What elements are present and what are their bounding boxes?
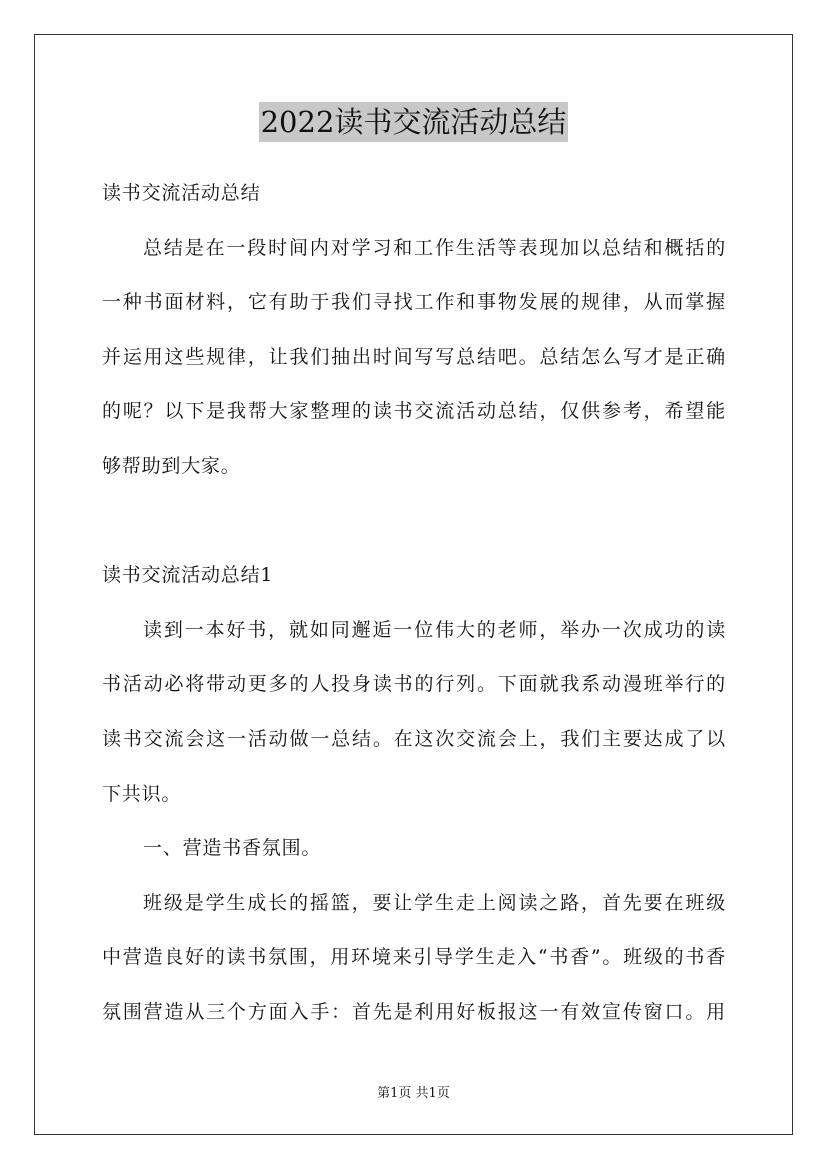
point-heading: 一、营造书香氛围。 — [143, 837, 322, 860]
intro-line: 并运用这些规律，让我们抽出时间写写总结吧。总结怎么写才是正确 — [102, 345, 726, 368]
title-container — [0, 102, 827, 142]
intro-line: 总结是在一段时间内对学习和工作生活等表现加以总结和概括的 — [143, 236, 726, 259]
blank-line — [102, 494, 726, 549]
point-line: 班级是学生成长的摇篮，要让学生走上阅读之路，首先要在班级 — [143, 891, 726, 914]
page-footer: 第1页 共1页 — [377, 1086, 450, 1101]
intro-line: 一种书面材料，它有助于我们寻找工作和事物发展的规律，从而掌握 — [102, 291, 726, 314]
document-body — [102, 166, 726, 1040]
section-line: 读书交流会这一活动做一总结。在这次交流会上，我们主要达成了以 — [102, 727, 726, 750]
section-heading: 读书交流活动总结1 — [102, 564, 274, 587]
document-subtitle: 读书交流活动总结 — [102, 182, 261, 204]
intro-line: 够帮助到大家。 — [102, 454, 241, 477]
section-line: 书活动必将带动更多的人投身读书的行列。下面就我系动漫班举行的 — [102, 673, 726, 696]
section-line: 下共识。 — [102, 782, 182, 805]
point-line: 氛围营造从三个方面入手：首先是利用好板报这一有效宣传窗口。用 — [102, 1000, 726, 1023]
intro-line: 的呢？以下是我帮大家整理的读书交流活动总结，仅供参考，希望能 — [102, 400, 726, 423]
point-line: 中营造良好的读书氛围，用环境来引导学生走入“书香”。班级的书香 — [102, 946, 726, 969]
section-line: 读到一本好书，就如同邂逅一位伟大的老师，举办一次成功的读 — [143, 618, 726, 641]
document-title: 2022读书交流活动总结 — [259, 102, 569, 142]
